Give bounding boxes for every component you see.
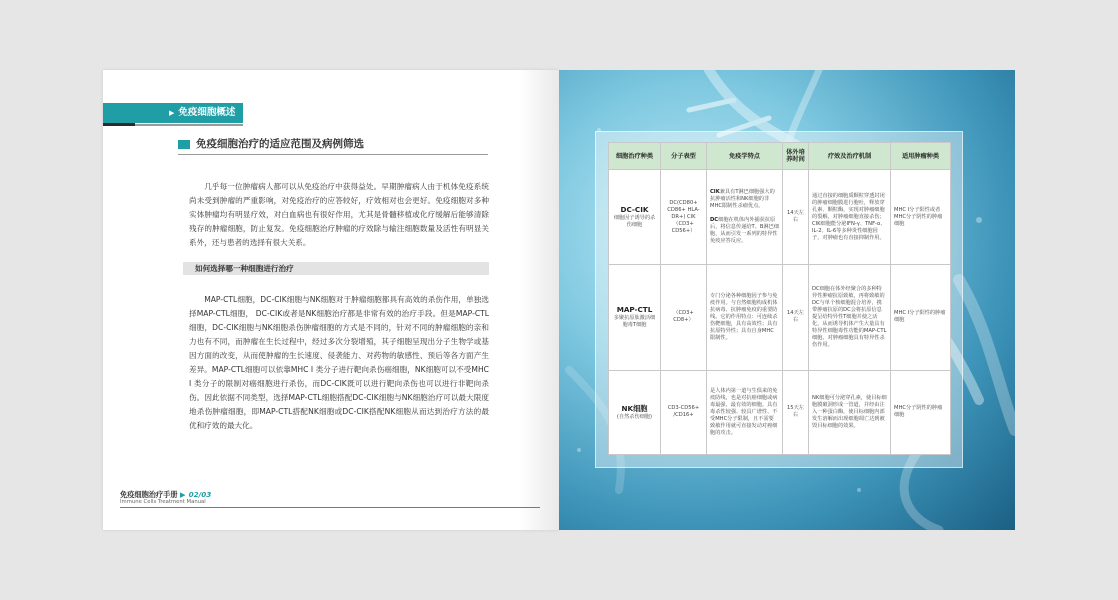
table-row <box>609 265 951 371</box>
cell-traits <box>707 170 783 265</box>
play-arrow-icon: ▶ <box>180 490 186 499</box>
cell-culture-time: 14天左右 <box>783 265 809 371</box>
cell-type-name: DC-CIK <box>620 205 649 214</box>
footer-subtitle: Immune Cells Treatment Manual <box>120 499 206 505</box>
traits-text: 细胞在机体内外捕获抗原后，将信息传递给T、B淋巴细胞，从而引发一系列的特异性免疫应答反应。 <box>710 217 779 244</box>
cell-mechanism: NK细胞可分泌穿孔素，使目标细胞膜破洞形成一管道，并经由注入一种蛋白酶，使目标细胞内部发生溶解而出现细胞凋亡达到被毁目标细胞的效果。 <box>809 370 891 454</box>
cell-type-name: MAP-CTL <box>616 305 653 315</box>
cell-type-subtitle: (自然杀伤细胞) <box>616 413 653 420</box>
question-heading: 如何选择哪一种细胞进行治疗 <box>183 262 489 275</box>
cell-tumor-types: MHC I分子阳性或者MHC分子阴性的肿瘤细胞 <box>891 170 951 265</box>
intro-paragraph: 几乎每一位肿瘤病人都可以从免疫治疗中获得益处。早期肿瘤病人由于机体免疫系统尚未受到肿瘤的严重影响，对免疫治疗的应答较好，疗效相对也会更好。免疫细胞对多种实体肿瘤均有明显疗效，对白血病也有很好作用，尤其是骨髓移植或化疗缓解后能够清除残存的肿瘤细胞，防止复发。免疫细胞治疗肿瘤的疗效除与输注细胞数量及活性有明显关系外，还与患者的选择有很大关系。 <box>189 182 489 247</box>
traits-bold-label: CIK <box>710 189 720 195</box>
cell-phenotype: CD3-CD56+ /CD16+ <box>661 370 707 454</box>
cell-phenotype: （CD3+ CD8+） <box>661 265 707 371</box>
cell-traits: 专门分泌各种细胞因子参与免疫作用。与自然细胞构成机体抗病毒、抗肿瘤免疫的重要防线。它的作用特点：可连续杀伤靶细胞，具有高效性；具有抗原特异性；具有自身MHC限制性。 <box>707 265 783 371</box>
cell-phenotype: DC(CD80+ CD86+ HLA-DR+) CIK（CD3+ CD56+） <box>661 170 707 265</box>
right-page <box>559 70 1015 530</box>
section-bar-accent <box>103 123 135 126</box>
cell-mechanism: 通过直接的细胞质颗粒穿透封闭的肿瘤细胞膜进行胞吐，释放穿孔素、颗粒酶，实现对肿瘤细胞的裂解，对肿瘤细胞直接杀伤；CIK细胞能分泌IFN-γ、TNF-α、IL-2、IL-6等多种炎性细胞因子，对肿瘤也有直接抑制作用。 <box>809 170 891 265</box>
section-bar-line <box>135 124 243 126</box>
cell-tumor-types: MHC I分子阳性的肿瘤细胞 <box>891 265 951 371</box>
cell-type-subtitle: 多聚抗原肽激活细胞毒T细胞 <box>613 315 656 329</box>
cell-culture-time: 15天左右 <box>783 370 809 454</box>
column-header: 分子表型 <box>661 143 707 170</box>
column-header: 适用肿瘤种类 <box>891 143 951 170</box>
traits-bold-label: DC <box>710 217 719 223</box>
cell-culture-time: 14天左右 <box>783 170 809 265</box>
cell-type-subtitle: 细胞因子诱导的杀伤细胞 <box>613 215 656 228</box>
comparison-panel <box>595 131 963 468</box>
footer-rule <box>120 507 540 508</box>
play-arrow-icon: ▶ <box>169 109 175 117</box>
answer-paragraph: MAP-CTL细胞，DC-CIK细胞与NK细胞对于肿瘤细胞都具有高效的杀伤作用，单独选择MAP-CTL细胞， DC-CIK或者是NK细胞治疗都是非常有效的治疗手段。但是MAP-CTL细胞，DC-CIK细胞与NK细胞杀伤肿瘤细胞的方式是不同的，针对不同的肿瘤细胞的亲和力也有不同，而肿瘤在生长过程中，经过多次分裂增殖，其子细胞呈现出分子生物学或基因方面的改变，从而使肿瘤的生长速度、侵袭能力、对药物的敏感性、预后等各方面产生差异。MAP-CTL细胞可以依靠MHC I 类分子进行靶向杀伤癌细胞，NK细胞可以不受MHC I 类分子的限制对癌细胞进行杀伤，而DC-CIK既可以进行靶向杀伤也可以进行非靶向杀伤。因此依据不同类型，选择MAP-CTL细胞搭配DC-CIK细胞与NK细胞治疗可以最大限度地杀伤肿瘤细胞，即MAP-CTL搭配NK细胞或DC-CIK搭配NK细胞从而达到治疗方法的最优和疗效的最大化。 <box>189 295 489 430</box>
table-row <box>609 170 951 265</box>
footer-title: 免疫细胞治疗手册 <box>120 490 178 499</box>
cell-type <box>609 370 661 454</box>
cell-traits: 是人体内第一道与生俱来的免疫防线，也是对抗癌细胞或病毒最强、最有效的细胞。具有毒杀性较强、较具广谱性、不受MHC分子限制，且不需要致敏作用就可直接发动对癌细胞的攻击。 <box>707 370 783 454</box>
subsection-title: 免疫细胞治疗的适应范围及病例筛选 <box>196 138 364 150</box>
cell-mechanism: DC细胞在体外经聚合的多种特异性肿瘤抗原致敏，再将致敏的DC与单个核细胞混合培养，携带肿瘤抗原的DC会将抗原信息提呈给特异性T细胞并使之活化，从而诱导机体产生大量具有特异性细胞毒性功能的MAP-CTL细胞，对肿瘤细胞具有特异性杀伤作用。 <box>809 265 891 371</box>
column-header: 体外培养时间 <box>783 143 809 170</box>
section-tab-label: 免疫细胞概述 <box>178 107 236 118</box>
page-number: 02/03 <box>188 490 212 499</box>
table-row <box>609 370 951 454</box>
table-header-row <box>609 143 951 170</box>
cell-type-name: NK细胞 <box>621 403 648 413</box>
cell-type <box>609 265 661 371</box>
column-header: 细胞治疗种类 <box>609 143 661 170</box>
cell-tumor-types: MHC分子阴性的肿瘤细胞 <box>891 370 951 454</box>
traits-text: 兼具有T淋巴细胞强大的抗肿瘤活性和NK细胞的非MHC限制性杀瘤优点。 <box>710 189 775 209</box>
left-page <box>103 70 559 530</box>
folder-icon <box>178 140 190 149</box>
subsection-header <box>178 135 488 155</box>
column-header: 疗效及治疗机制 <box>809 143 891 170</box>
page-fold-shadow <box>519 70 559 530</box>
column-header: 免疫学特点 <box>707 143 783 170</box>
section-tab <box>103 103 243 123</box>
cell-therapy-table <box>608 142 951 455</box>
cell-type <box>609 170 661 265</box>
